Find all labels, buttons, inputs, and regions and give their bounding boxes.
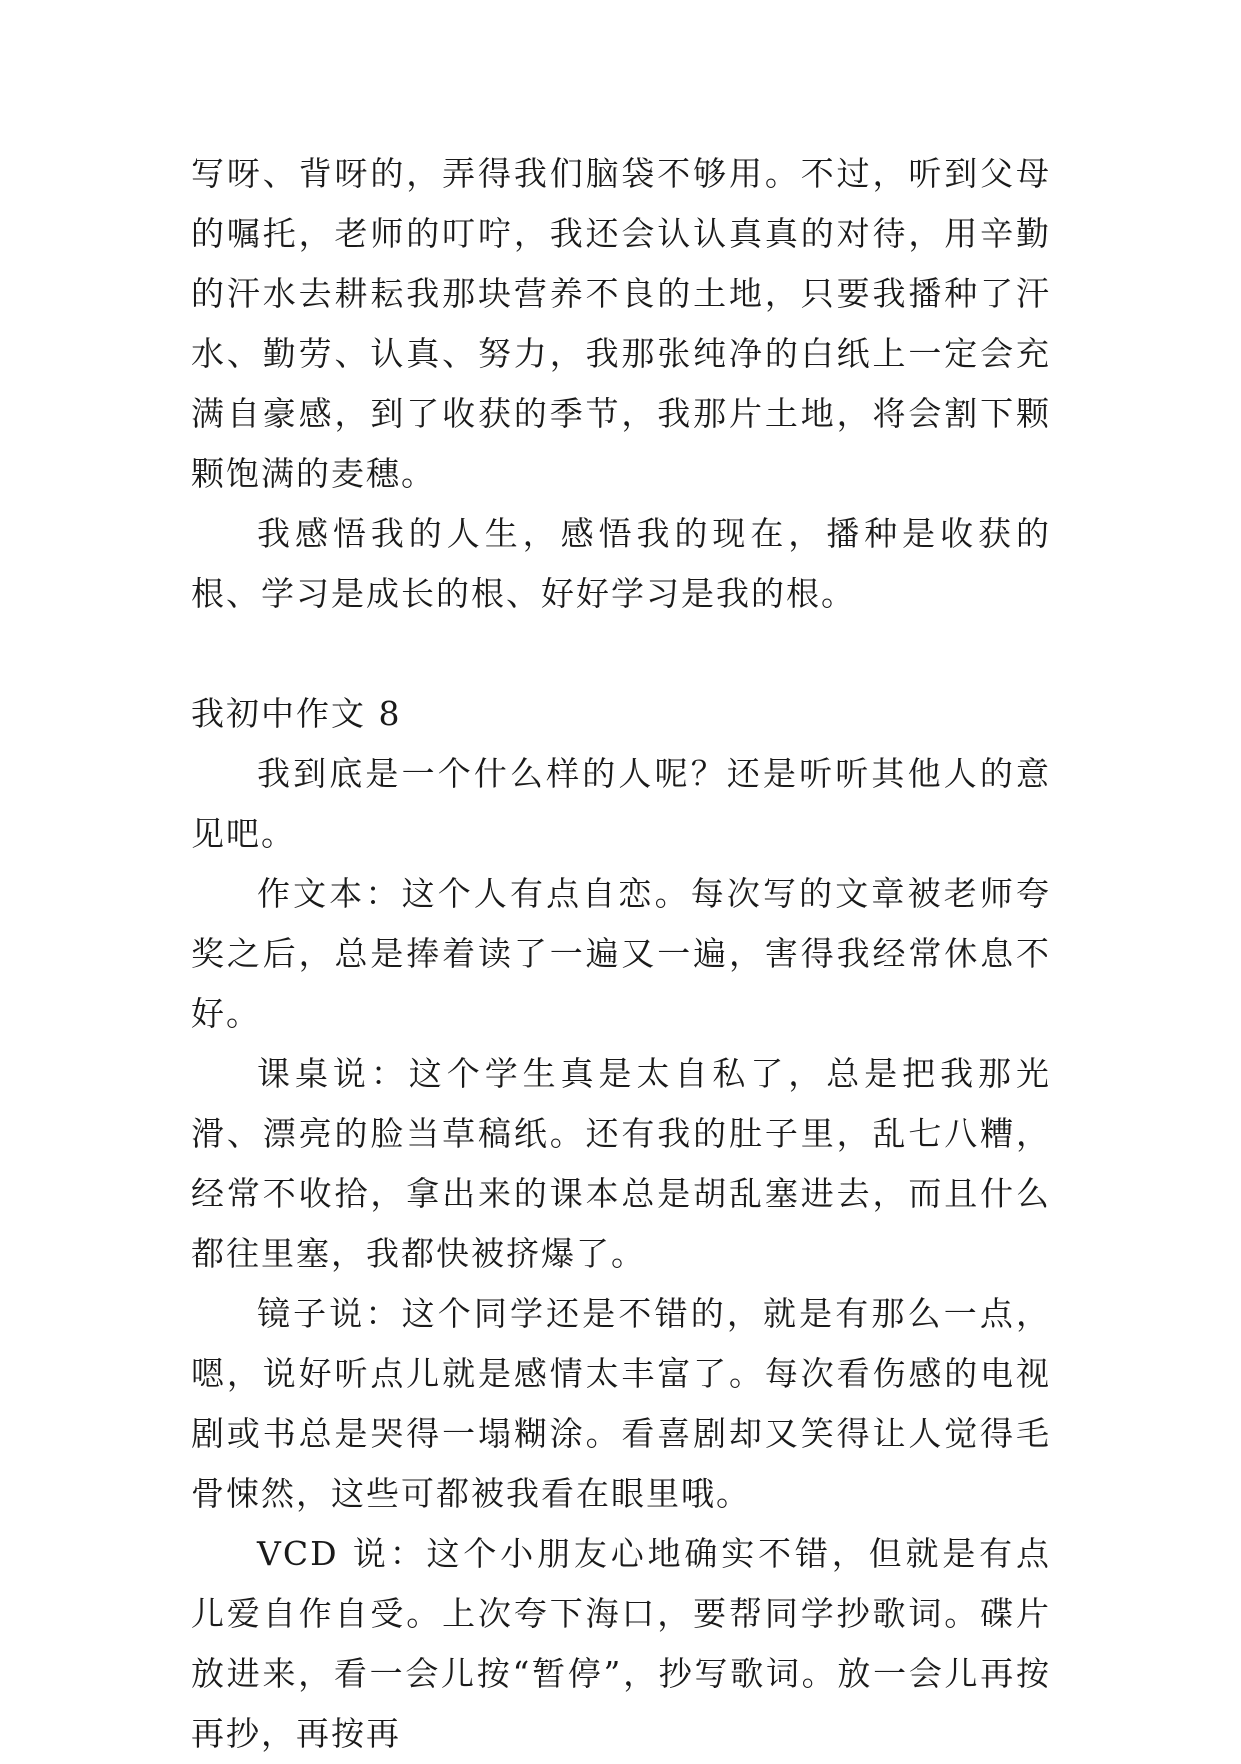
paragraph: VCD 说：这个小朋友心地确实不错，但就是有点儿爱自作自受。上次夸下海口，要帮同学抄歌词。碟片放进来，看一会儿按“暂停”，抄写歌词。放一会儿再按再抄，再按再 (191, 1534, 1051, 1753)
section-title: 我初中作文 8 (191, 694, 402, 733)
paragraph: 我感悟我的人生，感悟我的现在，播种是收获的根、学习是成长的根、好好学习是我的根。 (191, 514, 1051, 613)
paragraph-continued: 写呀、背呀的，弄得我们脑袋不够用。不过，听到父母的嘱托，老师的叮咛，我还会认认真真的对待，用辛勤的汗水去耕耘我那块营养不良的土地，只要我播种了汗水、勤劳、认真、努力，我那张纯净的白纸上一定会充满自豪感，到了收获的季节，我那片土地，将会割下颗颗饱满的麦穗。 (191, 154, 1051, 493)
paragraph: 镜子说：这个同学还是不错的，就是有那么一点，嗯，说好听点儿就是感情太丰富了。每次看伤感的电视剧或书总是哭得一塌糊涂。看喜剧却又笑得让人觉得毛骨悚然，这些可都被我看在眼里哦。 (191, 1294, 1051, 1513)
paragraph: 课桌说：这个学生真是太自私了，总是把我那光滑、漂亮的脸当草稿纸。还有我的肚子里，乱七八糟，经常不收拾，拿出来的课本总是胡乱塞进去，而且什么都往里塞，我都快被挤爆了。 (191, 1054, 1051, 1273)
paragraph: 我到底是一个什么样的人呢？还是听听其他人的意见吧。 (191, 754, 1051, 853)
document-page (191, 144, 1051, 1764)
paragraph: 作文本：这个人有点自恋。每次写的文章被老师夸奖之后，总是捧着读了一遍又一遍，害得我经常休息不好。 (191, 874, 1051, 1033)
